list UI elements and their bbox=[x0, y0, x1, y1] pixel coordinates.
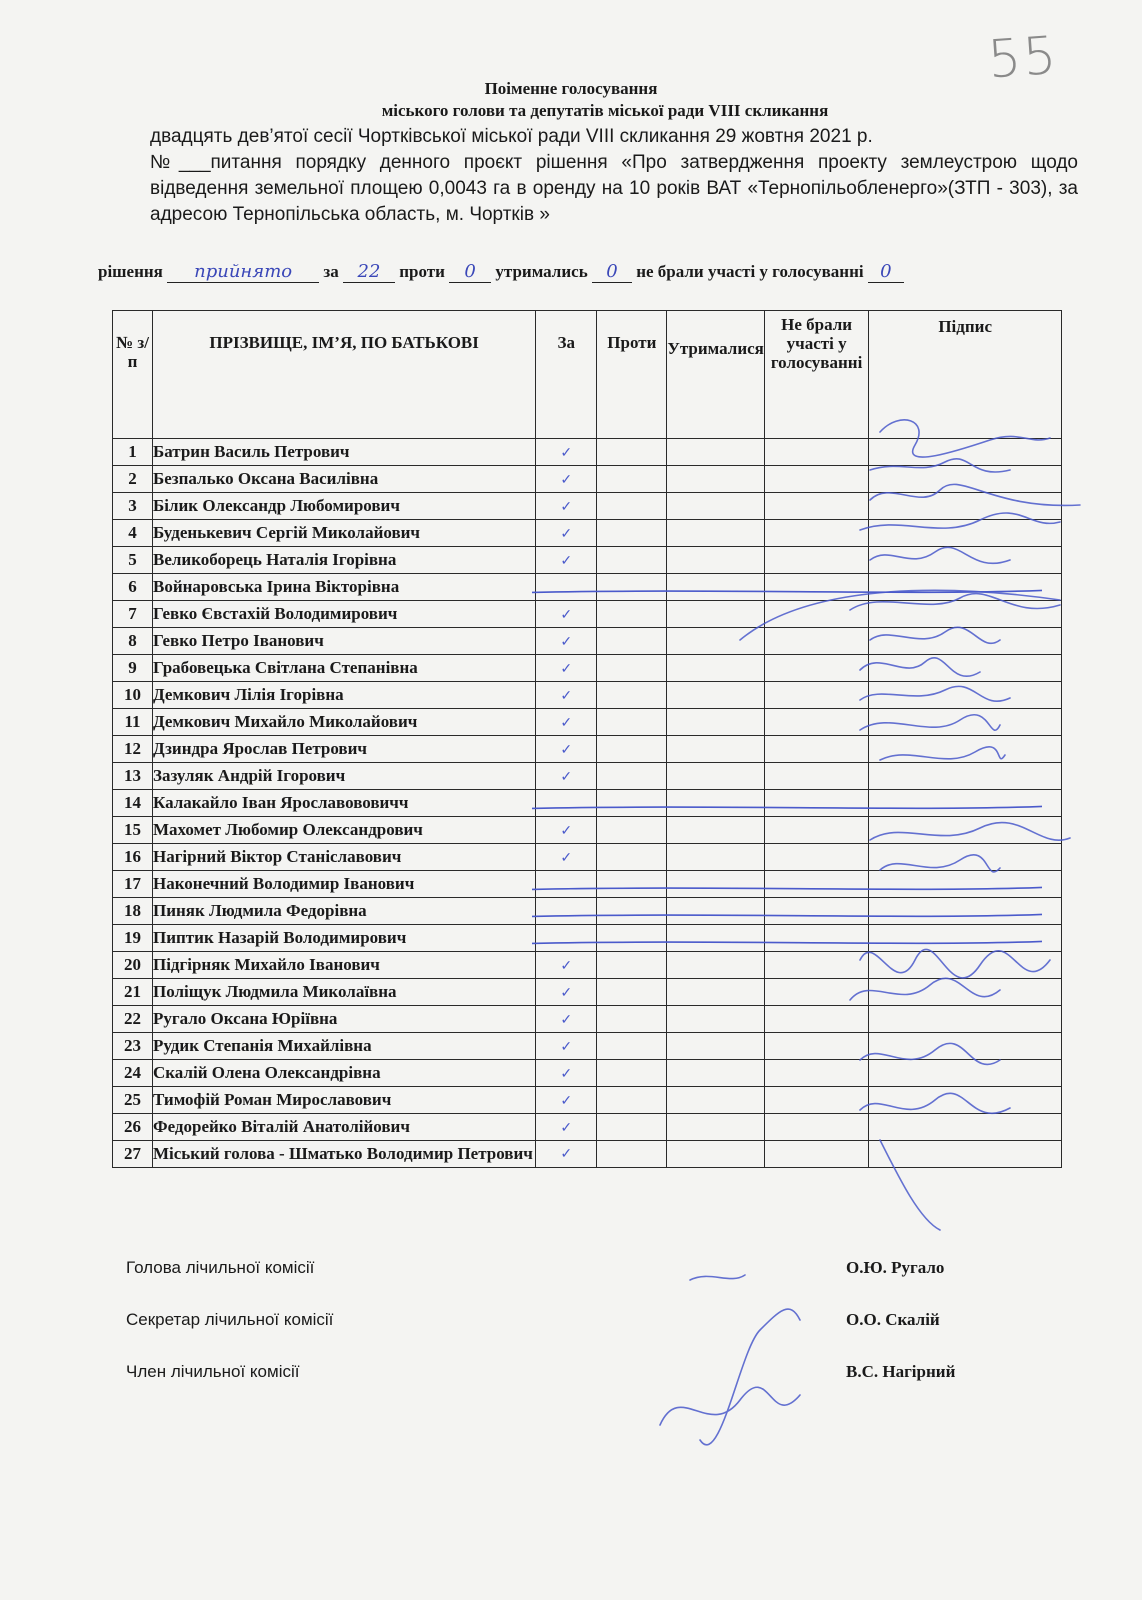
row-vote-for bbox=[536, 1114, 597, 1141]
row-vote-for bbox=[536, 493, 597, 520]
header-name: ПРІЗВИЩЕ, ІМ’Я, ПО БАТЬКОВІ bbox=[152, 311, 535, 439]
title-line1: Поіменне голосування bbox=[484, 79, 658, 98]
table-row bbox=[113, 439, 1062, 466]
row-number: 22 bbox=[113, 1006, 153, 1033]
row-number: 21 bbox=[113, 979, 153, 1006]
header-against: Проти bbox=[597, 311, 667, 439]
for-value: 22 bbox=[343, 262, 395, 283]
row-name: Демкович Лілія Ігорівна bbox=[152, 682, 535, 709]
row-signature bbox=[869, 655, 1062, 682]
row-vote-against bbox=[597, 655, 667, 682]
row-not-voted bbox=[764, 736, 868, 763]
decision-label: рішення bbox=[98, 262, 163, 281]
row-vote-for bbox=[536, 898, 597, 925]
agenda-question: №___питання порядку денного проєкт рішення «Про затвердження проекту землеустрою щодо відведення земельної площею 0,0043 га в оренду на 10 років ВАТ «Тернопільобленерго»(ЗТП - 303), за адресою Тернопільська область, м. Чортків » bbox=[150, 152, 1078, 225]
row-signature bbox=[869, 952, 1062, 979]
secretary-role: Секретар лічильної комісії bbox=[126, 1310, 334, 1329]
secretary-block bbox=[126, 1310, 1026, 1330]
table-row bbox=[113, 871, 1062, 898]
table-row bbox=[113, 1141, 1062, 1168]
row-number: 4 bbox=[113, 520, 153, 547]
row-number: 14 bbox=[113, 790, 153, 817]
check-mark-icon: ✓ bbox=[560, 1040, 573, 1055]
row-signature bbox=[869, 520, 1062, 547]
table-row bbox=[113, 655, 1062, 682]
row-vote-against bbox=[597, 871, 667, 898]
row-vote-for bbox=[536, 1141, 597, 1168]
row-name: Великоборець Наталія Ігорівна bbox=[152, 547, 535, 574]
table-row bbox=[113, 736, 1062, 763]
row-vote-against bbox=[597, 1033, 667, 1060]
row-name: Рудик Степанія Михайлівна bbox=[152, 1033, 535, 1060]
session-line: двадцять дев’ятої сесії Чортківської міської ради VIII скликання 29 жовтня 2021 р. bbox=[150, 126, 873, 147]
row-name: Буденькевич Сергій Миколайович bbox=[152, 520, 535, 547]
row-vote-for bbox=[536, 871, 597, 898]
row-not-voted bbox=[764, 1141, 868, 1168]
row-signature bbox=[869, 1114, 1062, 1141]
row-vote-abstained bbox=[667, 682, 764, 709]
row-vote-abstained bbox=[667, 844, 764, 871]
row-not-voted bbox=[764, 1114, 868, 1141]
header-abstained: Утрималися bbox=[667, 311, 764, 439]
row-signature bbox=[869, 817, 1062, 844]
row-not-voted bbox=[764, 466, 868, 493]
check-mark-icon: ✓ bbox=[560, 986, 573, 1001]
row-vote-against bbox=[597, 574, 667, 601]
table-row bbox=[113, 952, 1062, 979]
row-signature bbox=[869, 1087, 1062, 1114]
row-number: 16 bbox=[113, 844, 153, 871]
check-mark-icon: ✓ bbox=[560, 824, 573, 839]
row-not-voted bbox=[764, 871, 868, 898]
row-vote-abstained bbox=[667, 709, 764, 736]
row-vote-for bbox=[536, 1006, 597, 1033]
row-signature bbox=[869, 574, 1062, 601]
decision-line bbox=[98, 262, 1078, 283]
chair-block bbox=[126, 1258, 1026, 1278]
row-not-voted bbox=[764, 1087, 868, 1114]
table-row bbox=[113, 925, 1062, 952]
row-vote-abstained bbox=[667, 574, 764, 601]
row-vote-abstained bbox=[667, 979, 764, 1006]
row-signature bbox=[869, 736, 1062, 763]
row-vote-abstained bbox=[667, 736, 764, 763]
row-number: 23 bbox=[113, 1033, 153, 1060]
votes-table bbox=[112, 310, 1062, 1168]
check-mark-icon: ✓ bbox=[560, 959, 573, 974]
row-number: 15 bbox=[113, 817, 153, 844]
row-vote-for bbox=[536, 709, 597, 736]
check-mark-icon: ✓ bbox=[560, 1094, 573, 1109]
row-name: Гевко Петро Іванович bbox=[152, 628, 535, 655]
row-vote-against bbox=[597, 493, 667, 520]
row-not-voted bbox=[764, 1060, 868, 1087]
row-vote-abstained bbox=[667, 952, 764, 979]
table-row bbox=[113, 979, 1062, 1006]
header-not-voted: Не брали участі у голосуванні bbox=[764, 311, 868, 439]
header-for: За bbox=[536, 311, 597, 439]
row-vote-for bbox=[536, 790, 597, 817]
row-not-voted bbox=[764, 601, 868, 628]
row-vote-for bbox=[536, 601, 597, 628]
check-mark-icon: ✓ bbox=[560, 770, 573, 785]
row-number: 25 bbox=[113, 1087, 153, 1114]
row-vote-against bbox=[597, 1006, 667, 1033]
row-vote-against bbox=[597, 439, 667, 466]
row-vote-abstained bbox=[667, 655, 764, 682]
chair-name: О.Ю. Ругало bbox=[846, 1258, 945, 1277]
check-mark-icon: ✓ bbox=[560, 473, 573, 488]
row-signature bbox=[869, 871, 1062, 898]
row-vote-for bbox=[536, 1087, 597, 1114]
not-voted-value: 0 bbox=[868, 262, 904, 283]
row-vote-against bbox=[597, 1087, 667, 1114]
row-vote-against bbox=[597, 736, 667, 763]
member-block bbox=[126, 1362, 1026, 1382]
row-signature bbox=[869, 709, 1062, 736]
check-mark-icon: ✓ bbox=[560, 500, 573, 515]
row-not-voted bbox=[764, 682, 868, 709]
table-row bbox=[113, 709, 1062, 736]
row-vote-against bbox=[597, 520, 667, 547]
row-not-voted bbox=[764, 763, 868, 790]
row-signature bbox=[869, 682, 1062, 709]
row-name: Батрин Василь Петрович bbox=[152, 439, 535, 466]
row-not-voted bbox=[764, 952, 868, 979]
row-number: 17 bbox=[113, 871, 153, 898]
row-vote-abstained bbox=[667, 1006, 764, 1033]
row-not-voted bbox=[764, 1006, 868, 1033]
row-vote-against bbox=[597, 763, 667, 790]
row-name: Войнаровська Ірина Вікторівна bbox=[152, 574, 535, 601]
check-mark-icon: ✓ bbox=[560, 635, 573, 650]
row-not-voted bbox=[764, 790, 868, 817]
table-row bbox=[113, 1006, 1062, 1033]
table-row bbox=[113, 466, 1062, 493]
header-num: № з/п bbox=[113, 311, 153, 439]
row-name: Пиняк Людмила Федорівна bbox=[152, 898, 535, 925]
row-name: Безпалько Оксана Василівна bbox=[152, 466, 535, 493]
row-number: 6 bbox=[113, 574, 153, 601]
row-number: 7 bbox=[113, 601, 153, 628]
row-vote-for bbox=[536, 547, 597, 574]
against-value: 0 bbox=[449, 262, 491, 283]
row-vote-for bbox=[536, 952, 597, 979]
table-row bbox=[113, 1087, 1062, 1114]
row-vote-against bbox=[597, 1141, 667, 1168]
check-mark-icon: ✓ bbox=[560, 446, 573, 461]
row-number: 26 bbox=[113, 1114, 153, 1141]
row-name: Поліщук Людмила Миколаївна bbox=[152, 979, 535, 1006]
table-row bbox=[113, 493, 1062, 520]
row-signature bbox=[869, 493, 1062, 520]
row-vote-abstained bbox=[667, 1141, 764, 1168]
row-vote-abstained bbox=[667, 1060, 764, 1087]
row-not-voted bbox=[764, 817, 868, 844]
row-number: 2 bbox=[113, 466, 153, 493]
row-vote-against bbox=[597, 1114, 667, 1141]
row-vote-against bbox=[597, 601, 667, 628]
row-signature bbox=[869, 790, 1062, 817]
row-name: Грабовецька Світлана Степанівна bbox=[152, 655, 535, 682]
abstained-value: 0 bbox=[592, 262, 632, 283]
table-row bbox=[113, 601, 1062, 628]
row-vote-against bbox=[597, 682, 667, 709]
row-signature bbox=[869, 466, 1062, 493]
row-vote-against bbox=[597, 844, 667, 871]
secretary-name: О.О. Скалій bbox=[846, 1310, 940, 1329]
row-vote-for bbox=[536, 439, 597, 466]
row-vote-for bbox=[536, 574, 597, 601]
row-vote-against bbox=[597, 709, 667, 736]
table-row bbox=[113, 682, 1062, 709]
chair-role: Голова лічильної комісії bbox=[126, 1258, 315, 1277]
row-not-voted bbox=[764, 925, 868, 952]
row-vote-abstained bbox=[667, 547, 764, 574]
row-not-voted bbox=[764, 439, 868, 466]
row-vote-for bbox=[536, 682, 597, 709]
row-name: Скалій Олена Олександрівна bbox=[152, 1060, 535, 1087]
row-vote-for bbox=[536, 520, 597, 547]
row-signature bbox=[869, 979, 1062, 1006]
table-row bbox=[113, 763, 1062, 790]
row-vote-for bbox=[536, 736, 597, 763]
check-mark-icon: ✓ bbox=[560, 608, 573, 623]
header-signature: Підпис bbox=[869, 311, 1062, 439]
row-vote-abstained bbox=[667, 1114, 764, 1141]
row-vote-abstained bbox=[667, 493, 764, 520]
row-vote-abstained bbox=[667, 601, 764, 628]
row-vote-abstained bbox=[667, 628, 764, 655]
row-not-voted bbox=[764, 547, 868, 574]
row-number: 5 bbox=[113, 547, 153, 574]
row-vote-for bbox=[536, 979, 597, 1006]
row-signature bbox=[869, 1060, 1062, 1087]
row-name: Нагірний Віктор Станіславович bbox=[152, 844, 535, 871]
member-role: Член лічильної комісії bbox=[126, 1362, 300, 1381]
row-vote-for bbox=[536, 817, 597, 844]
row-vote-against bbox=[597, 1060, 667, 1087]
row-vote-for bbox=[536, 763, 597, 790]
row-signature bbox=[869, 763, 1062, 790]
row-vote-against bbox=[597, 925, 667, 952]
row-vote-abstained bbox=[667, 763, 764, 790]
table-row bbox=[113, 547, 1062, 574]
check-mark-icon: ✓ bbox=[560, 662, 573, 677]
for-label: за bbox=[323, 262, 339, 281]
row-name: Тимофій Роман Мирославович bbox=[152, 1087, 535, 1114]
row-name: Зазуляк Андрій Ігорович bbox=[152, 763, 535, 790]
row-vote-abstained bbox=[667, 439, 764, 466]
row-signature bbox=[869, 1006, 1062, 1033]
check-mark-icon: ✓ bbox=[560, 743, 573, 758]
check-mark-icon: ✓ bbox=[560, 689, 573, 704]
row-not-voted bbox=[764, 979, 868, 1006]
check-mark-icon: ✓ bbox=[560, 1147, 573, 1162]
title-line2: міського голови та депутатів міської ради VIII скликання bbox=[381, 101, 829, 120]
row-name: Пиптик Назарій Володимирович bbox=[152, 925, 535, 952]
row-vote-abstained bbox=[667, 790, 764, 817]
row-vote-abstained bbox=[667, 925, 764, 952]
row-not-voted bbox=[764, 844, 868, 871]
row-not-voted bbox=[764, 655, 868, 682]
row-vote-abstained bbox=[667, 520, 764, 547]
row-not-voted bbox=[764, 493, 868, 520]
row-signature bbox=[869, 925, 1062, 952]
row-name: Калакайло Іван Ярославововичч bbox=[152, 790, 535, 817]
row-vote-against bbox=[597, 817, 667, 844]
row-name: Підгірняк Михайло Іванович bbox=[152, 952, 535, 979]
row-not-voted bbox=[764, 574, 868, 601]
votes-table-body bbox=[113, 439, 1062, 1168]
row-not-voted bbox=[764, 1033, 868, 1060]
row-name: Міський голова - Шматько Володимир Петрович bbox=[152, 1141, 535, 1168]
row-number: 3 bbox=[113, 493, 153, 520]
abstained-label: утримались bbox=[495, 262, 588, 281]
row-number: 11 bbox=[113, 709, 153, 736]
member-name: В.С. Нагірний bbox=[846, 1362, 956, 1381]
row-vote-for bbox=[536, 844, 597, 871]
row-vote-for bbox=[536, 1060, 597, 1087]
decision-value: прийнято bbox=[167, 262, 319, 283]
row-vote-for bbox=[536, 655, 597, 682]
row-vote-abstained bbox=[667, 1033, 764, 1060]
row-not-voted bbox=[764, 628, 868, 655]
row-not-voted bbox=[764, 898, 868, 925]
check-mark-icon: ✓ bbox=[560, 851, 573, 866]
check-mark-icon: ✓ bbox=[560, 716, 573, 731]
row-vote-against bbox=[597, 952, 667, 979]
row-vote-abstained bbox=[667, 817, 764, 844]
against-label: проти bbox=[399, 262, 445, 281]
table-row bbox=[113, 520, 1062, 547]
row-name: Федорейко Віталій Анатолійович bbox=[152, 1114, 535, 1141]
page-number: 55 bbox=[985, 25, 1061, 91]
check-mark-icon: ✓ bbox=[560, 1013, 573, 1028]
row-number: 27 bbox=[113, 1141, 153, 1168]
row-vote-abstained bbox=[667, 466, 764, 493]
row-number: 20 bbox=[113, 952, 153, 979]
row-signature bbox=[869, 844, 1062, 871]
row-number: 13 bbox=[113, 763, 153, 790]
row-number: 12 bbox=[113, 736, 153, 763]
row-signature bbox=[869, 601, 1062, 628]
table-row bbox=[113, 817, 1062, 844]
row-number: 10 bbox=[113, 682, 153, 709]
row-vote-abstained bbox=[667, 1087, 764, 1114]
table-row bbox=[113, 1114, 1062, 1141]
table-row bbox=[113, 844, 1062, 871]
row-signature bbox=[869, 898, 1062, 925]
row-number: 9 bbox=[113, 655, 153, 682]
table-row bbox=[113, 790, 1062, 817]
row-vote-against bbox=[597, 466, 667, 493]
row-name: Дзиндра Ярослав Петрович bbox=[152, 736, 535, 763]
row-number: 1 bbox=[113, 439, 153, 466]
row-number: 19 bbox=[113, 925, 153, 952]
row-signature bbox=[869, 628, 1062, 655]
row-vote-abstained bbox=[667, 871, 764, 898]
row-vote-for bbox=[536, 925, 597, 952]
row-vote-against bbox=[597, 979, 667, 1006]
check-mark-icon: ✓ bbox=[560, 1067, 573, 1082]
row-vote-against bbox=[597, 547, 667, 574]
check-mark-icon: ✓ bbox=[560, 554, 573, 569]
check-mark-icon: ✓ bbox=[560, 527, 573, 542]
row-vote-abstained bbox=[667, 898, 764, 925]
row-vote-against bbox=[597, 898, 667, 925]
row-signature bbox=[869, 1141, 1062, 1168]
row-signature bbox=[869, 1033, 1062, 1060]
table-row bbox=[113, 1060, 1062, 1087]
table-row bbox=[113, 574, 1062, 601]
row-number: 8 bbox=[113, 628, 153, 655]
not-voted-label: не брали участі у голосуванні bbox=[636, 262, 864, 281]
check-mark-icon: ✓ bbox=[560, 1121, 573, 1136]
table-header-row bbox=[113, 311, 1062, 439]
document-header bbox=[0, 78, 1142, 225]
row-signature bbox=[869, 547, 1062, 574]
row-name: Білик Олександр Любомирович bbox=[152, 493, 535, 520]
row-name: Ругало Оксана Юріївна bbox=[152, 1006, 535, 1033]
row-vote-for bbox=[536, 1033, 597, 1060]
row-not-voted bbox=[764, 520, 868, 547]
row-name: Гевко Євстахій Володимирович bbox=[152, 601, 535, 628]
row-signature bbox=[869, 439, 1062, 466]
row-name: Наконечний Володимир Іванович bbox=[152, 871, 535, 898]
row-number: 24 bbox=[113, 1060, 153, 1087]
row-vote-for bbox=[536, 466, 597, 493]
row-vote-against bbox=[597, 628, 667, 655]
row-name: Демкович Михайло Миколайович bbox=[152, 709, 535, 736]
row-number: 18 bbox=[113, 898, 153, 925]
table-row bbox=[113, 1033, 1062, 1060]
row-vote-for bbox=[536, 628, 597, 655]
table-row bbox=[113, 628, 1062, 655]
row-name: Махомет Любомир Олександрович bbox=[152, 817, 535, 844]
row-not-voted bbox=[764, 709, 868, 736]
table-row bbox=[113, 898, 1062, 925]
row-vote-against bbox=[597, 790, 667, 817]
